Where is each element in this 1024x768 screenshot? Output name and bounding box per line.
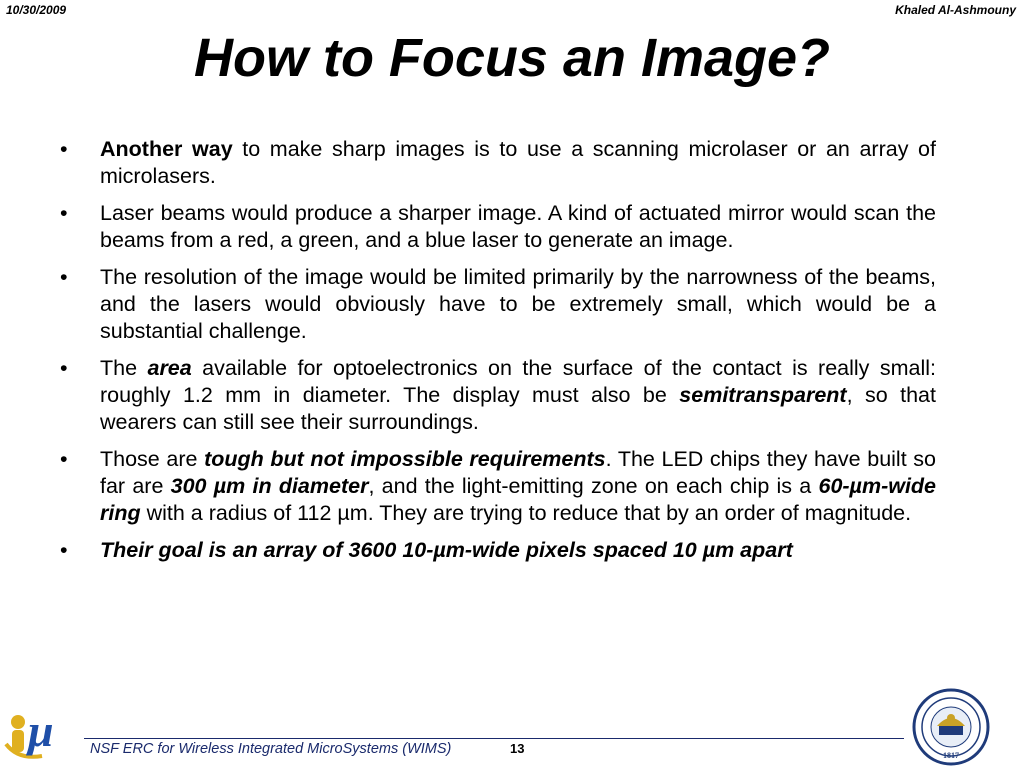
university-seal-icon bbox=[912, 688, 990, 766]
bullet-text: The bbox=[100, 356, 148, 380]
bullet-emphasis: 300 µm in diameter bbox=[170, 474, 369, 498]
bullet-emphasis: Another way bbox=[100, 137, 233, 161]
bullet-emphasis: area bbox=[147, 356, 192, 380]
bullet-dot: • bbox=[60, 201, 68, 225]
bullet-list bbox=[60, 136, 936, 574]
bullet-text: with a radius of 112 µm. They are trying to reduce that by an order of magnitude. bbox=[140, 501, 912, 525]
bullet-dot: • bbox=[60, 356, 68, 380]
bullet-text: to make sharp images is to use a scanning microlaser or an array of microlasers. bbox=[100, 137, 936, 188]
bullet-text: available for optoelectronics on the surface of the contact is really small: roughly 1.2 mm in diameter. The display must also be bbox=[100, 356, 936, 407]
header-author: Khaled Al-Ashmouny bbox=[895, 3, 1016, 17]
bullet-item bbox=[60, 136, 936, 190]
bullet-text: Laser beams would produce a sharper image. A kind of actuated mirror would scan the beams from a red, a green, and a blue laser to generate an image. bbox=[100, 201, 936, 252]
bullet-item bbox=[60, 446, 936, 527]
bullet-emphasis: Their goal is an array of 3600 10-µm-wide pixels spaced 10 µm apart bbox=[100, 538, 793, 562]
header-date: 10/30/2009 bbox=[6, 3, 67, 17]
bullet-text: , so that wearers can still see their surroundings. bbox=[100, 383, 936, 434]
bullet-text: , and the light-emitting zone on each chip is a bbox=[368, 474, 819, 498]
wims-logo-icon bbox=[2, 700, 86, 764]
bullet-dot: • bbox=[60, 447, 68, 471]
seal-year: 1817 bbox=[943, 751, 959, 760]
logo-glyph: μ bbox=[28, 705, 54, 756]
bullet-text: . The LED chips they have built so far are bbox=[100, 447, 937, 498]
footer-org: NSF ERC for Wireless Integrated MicroSystems (WIMS) bbox=[90, 741, 452, 757]
bullet-item bbox=[60, 200, 936, 254]
bullet-dot: • bbox=[60, 538, 68, 562]
bullet-dot: • bbox=[60, 265, 68, 289]
bullet-text: Those are bbox=[100, 447, 205, 471]
bullet-emphasis: tough but not impossible requirements bbox=[204, 447, 606, 471]
bullet-item bbox=[60, 264, 936, 345]
footer-divider bbox=[84, 738, 904, 739]
bullet-emphasis: semitransparent bbox=[679, 383, 847, 407]
bullet-item bbox=[60, 537, 936, 564]
bullet-emphasis: 60-µm-wide ring bbox=[100, 474, 937, 525]
bullet-text: The resolution of the image would be limited primarily by the narrowness of the beams, and the lasers would obviously have to be extremely small, which would be a substantial challenge. bbox=[100, 265, 936, 343]
slide-title: How to Focus an Image? bbox=[193, 28, 831, 88]
page-number: 13 bbox=[510, 741, 525, 756]
bullet-dot: • bbox=[60, 137, 68, 161]
bullet-item bbox=[60, 355, 936, 436]
